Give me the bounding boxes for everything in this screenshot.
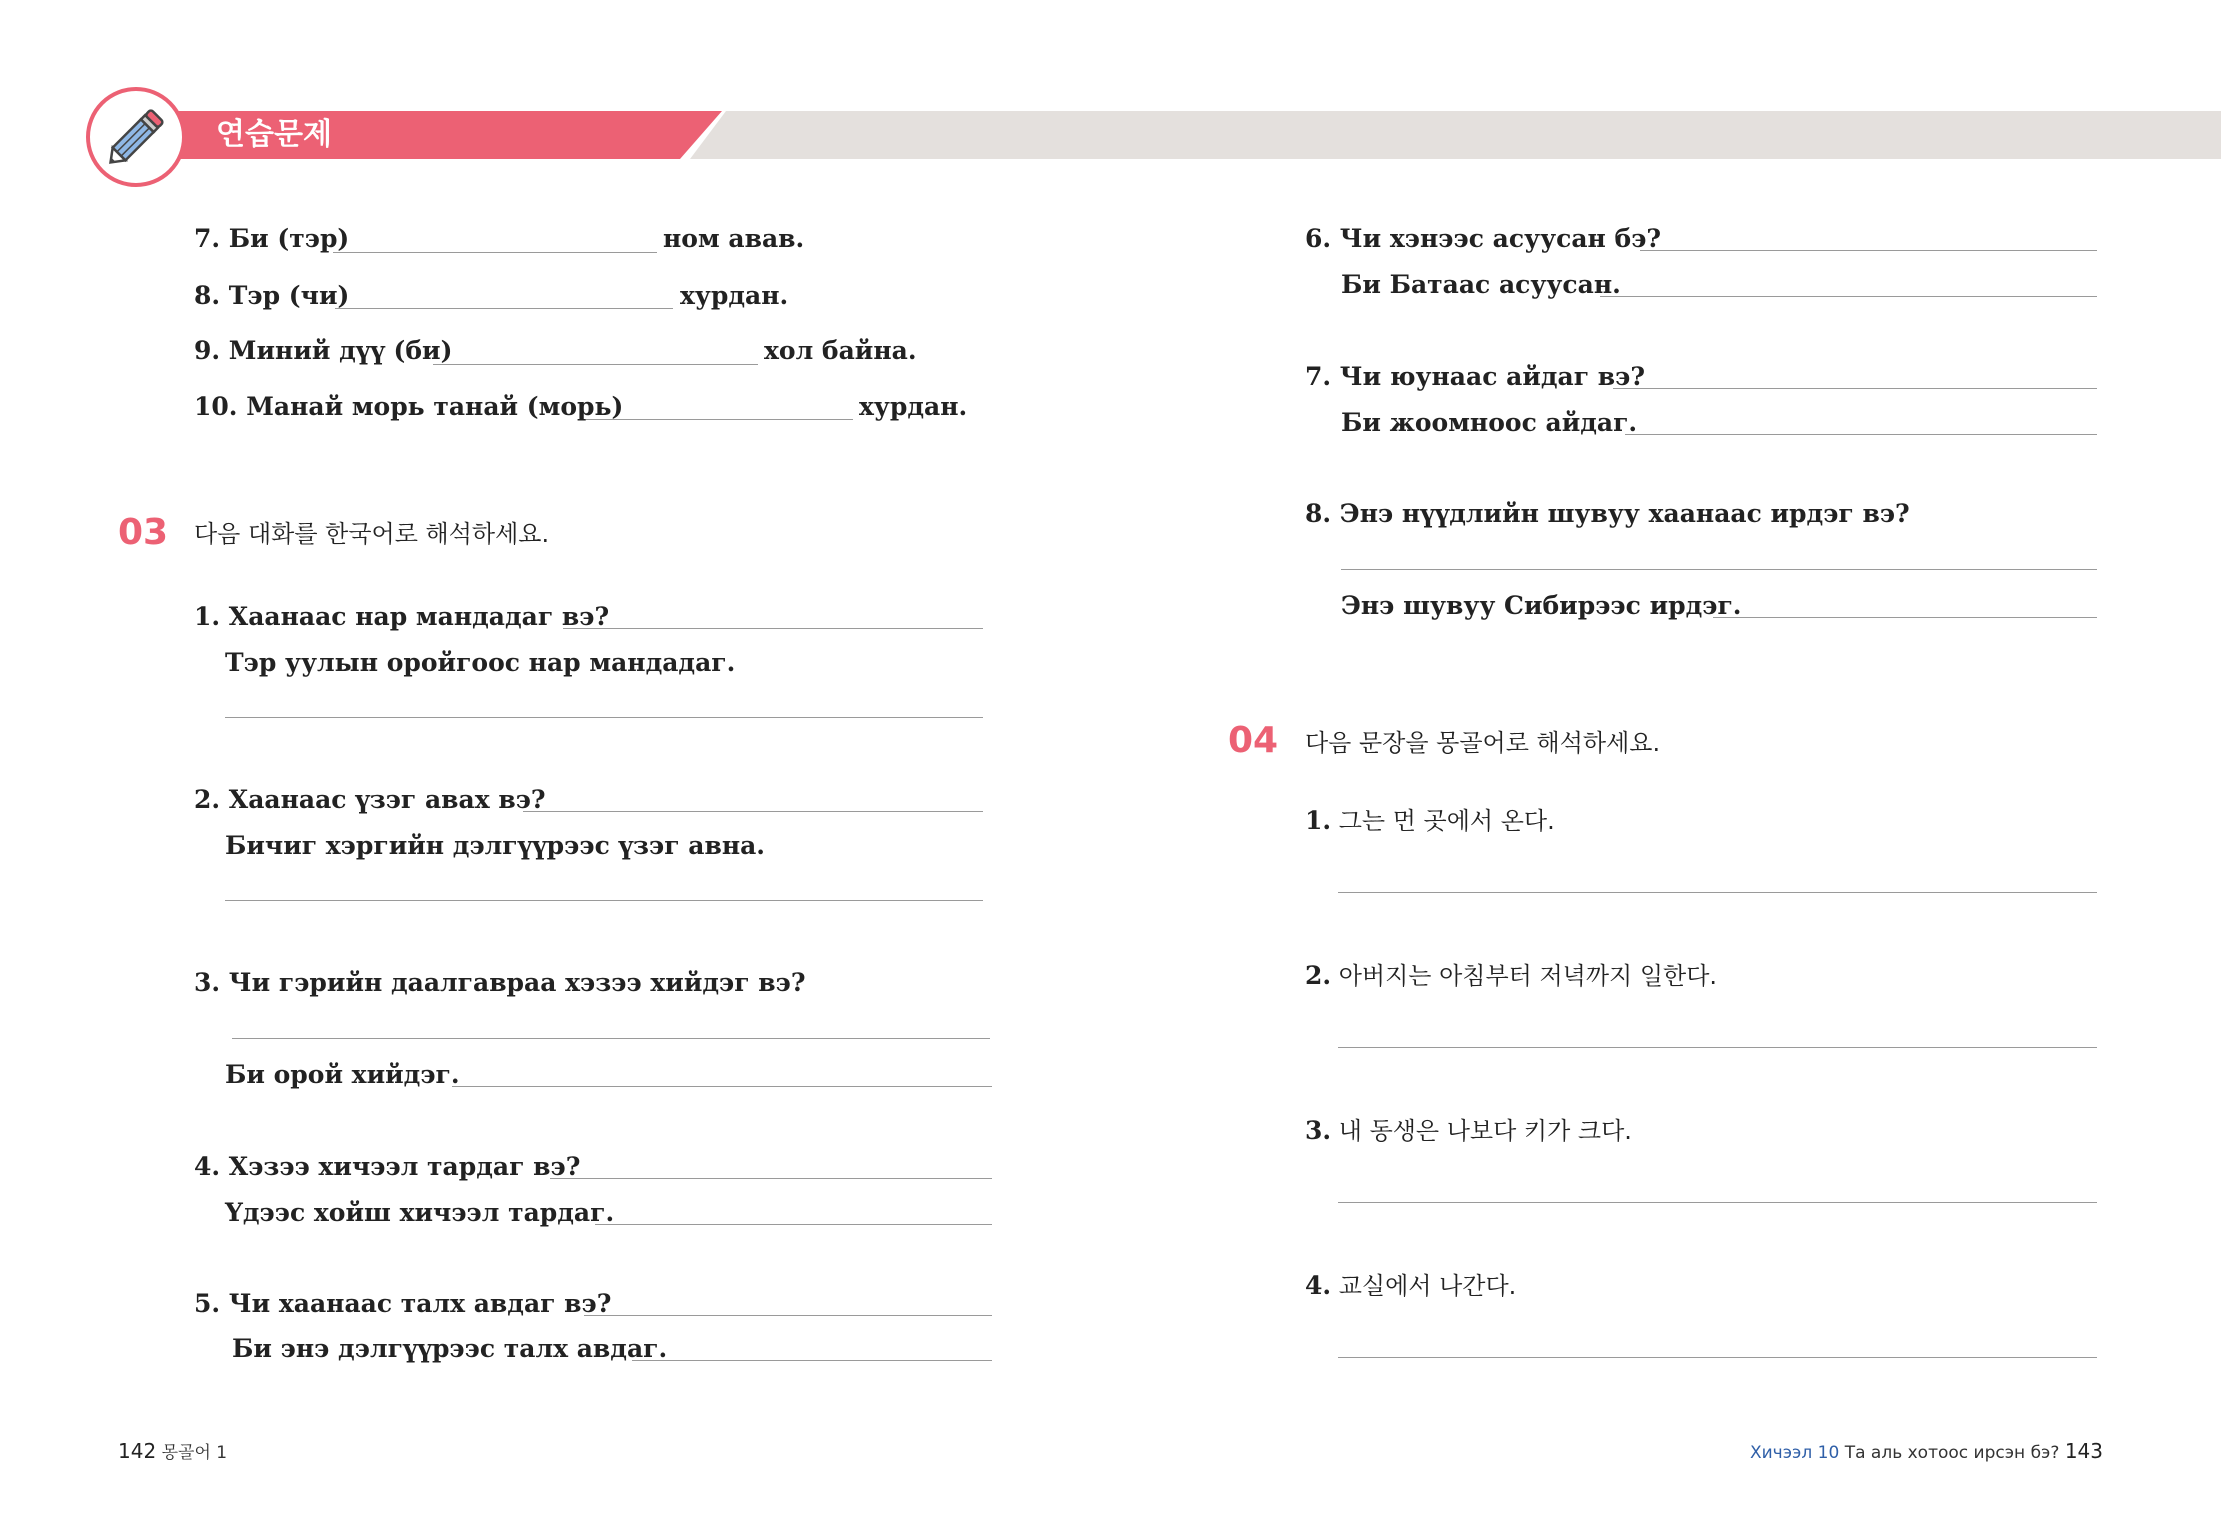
- fill-item-8-pre: 8. Тэр (чи): [194, 281, 350, 310]
- header-banner-red: [95, 111, 722, 159]
- s03-q5: 5. Чи хаанаас талх авдаг вэ?: [194, 1289, 612, 1318]
- s03-q1: 1. Хаанаас нар мандадаг вэ?: [194, 602, 610, 631]
- s04-item-2: [1305, 961, 1717, 991]
- answer-line[interactable]: [225, 717, 983, 718]
- fill-item-10-post: хурдан.: [859, 392, 968, 421]
- answer-line[interactable]: [1341, 569, 2097, 570]
- section-number-03: 03: [118, 512, 169, 553]
- answer-line[interactable]: [563, 628, 983, 629]
- section-03-instruction: 다음 대화를 한국어로 해석하세요.: [194, 520, 550, 548]
- answer-line[interactable]: [632, 1360, 992, 1361]
- s04-item-number: 1.: [1305, 806, 1332, 835]
- footer-left: [118, 1440, 227, 1464]
- answer-line[interactable]: [586, 419, 853, 420]
- s04-item-text: 아버지는 아침부터 저녁까지 일한다.: [1338, 962, 1718, 990]
- r-a7: Би жоомноос айдаг.: [1341, 408, 1638, 437]
- s04-item-text: 그는 먼 곳에서 온다.: [1338, 807, 1555, 835]
- s04-item-1: [1305, 806, 1555, 836]
- s04-item-number: 4.: [1305, 1271, 1332, 1300]
- fill-item-7-post: ном авав.: [663, 224, 805, 253]
- answer-line[interactable]: [433, 364, 758, 365]
- s03-q3: 3. Чи гэрийн даалгавраа хэзээ хийдэг вэ?: [194, 968, 806, 997]
- page-number-right: 143: [2064, 1439, 2103, 1463]
- s04-item-number: 3.: [1305, 1116, 1332, 1145]
- s03-q4: 4. Хэзээ хичээл тардаг вэ?: [194, 1152, 581, 1181]
- answer-line[interactable]: [1338, 1202, 2097, 1203]
- footer-right: [1750, 1440, 2103, 1464]
- fill-item-9-post: хол байна.: [764, 336, 917, 365]
- s03-a5: Би энэ дэлгүүрээс талх авдаг.: [232, 1334, 668, 1363]
- s04-item-4: [1305, 1271, 1516, 1301]
- answer-line[interactable]: [550, 1178, 992, 1179]
- lesson-title: Та аль хотоос ирсэн бэ?: [1844, 1443, 2060, 1463]
- s03-a1: Тэр уулын оройгоос нар мандадаг.: [225, 648, 736, 677]
- section-04-instruction: 다음 문장을 몽골어로 해석하세요.: [1305, 729, 1661, 757]
- section-title: 연습문제: [216, 117, 332, 152]
- answer-line[interactable]: [1713, 617, 2097, 618]
- answer-line[interactable]: [1338, 892, 2097, 893]
- lesson-label: Хичээл 10: [1749, 1443, 1840, 1463]
- s03-a4: Үдээс хойш хичээл тардаг.: [225, 1198, 615, 1227]
- answer-line[interactable]: [1600, 296, 2097, 297]
- answer-line[interactable]: [1613, 388, 2097, 389]
- header-banner-gray: [690, 111, 2221, 159]
- s04-item-text: 교실에서 나간다.: [1338, 1272, 1517, 1300]
- r-q6: 6. Чи хэнээс асуусан бэ?: [1305, 224, 1662, 253]
- s03-a2: Бичиг хэргийн дэлгүүрээс үзэг авна.: [225, 831, 766, 860]
- pencil-badge: [86, 87, 186, 187]
- book-title: 몽골어 1: [161, 1443, 228, 1463]
- answer-line[interactable]: [1625, 434, 2097, 435]
- fill-item-10-pre: 10. Манай морь танай (морь): [194, 392, 624, 421]
- page-number-left: 142: [118, 1439, 157, 1463]
- r-a6: Би Батаас асуусан.: [1341, 270, 1621, 299]
- fill-item-9-pre: 9. Миний дүү (би): [194, 336, 453, 365]
- r-q8: 8. Энэ нүүдлийн шувуу хаанаас ирдэг вэ?: [1305, 499, 1910, 528]
- answer-line[interactable]: [225, 900, 983, 901]
- s04-item-text: 내 동생은 나보다 키가 크다.: [1338, 1117, 1632, 1145]
- r-a8: Энэ шувуу Сибирээс ирдэг.: [1341, 591, 1742, 620]
- answer-line[interactable]: [333, 252, 657, 253]
- answer-line[interactable]: [584, 1315, 992, 1316]
- answer-line[interactable]: [1338, 1047, 2097, 1048]
- answer-line[interactable]: [595, 1224, 992, 1225]
- answer-line[interactable]: [1338, 1357, 2097, 1358]
- answer-line[interactable]: [232, 1038, 990, 1039]
- s04-item-3: [1305, 1116, 1632, 1146]
- answer-line[interactable]: [452, 1086, 992, 1087]
- r-q7: 7. Чи юунаас айдаг вэ?: [1305, 362, 1646, 391]
- s04-item-number: 2.: [1305, 961, 1332, 990]
- answer-line[interactable]: [335, 308, 673, 309]
- answer-line[interactable]: [523, 811, 983, 812]
- pencil-icon: [90, 91, 182, 183]
- fill-item-7-pre: 7. Би (тэр): [194, 224, 350, 253]
- s03-a3: Би орой хийдэг.: [225, 1060, 460, 1089]
- s03-q2: 2. Хаанаас үзэг авах вэ?: [194, 785, 546, 814]
- fill-item-8-post: хурдан.: [680, 281, 789, 310]
- answer-line[interactable]: [1640, 250, 2097, 251]
- section-number-04: 04: [1228, 720, 1279, 761]
